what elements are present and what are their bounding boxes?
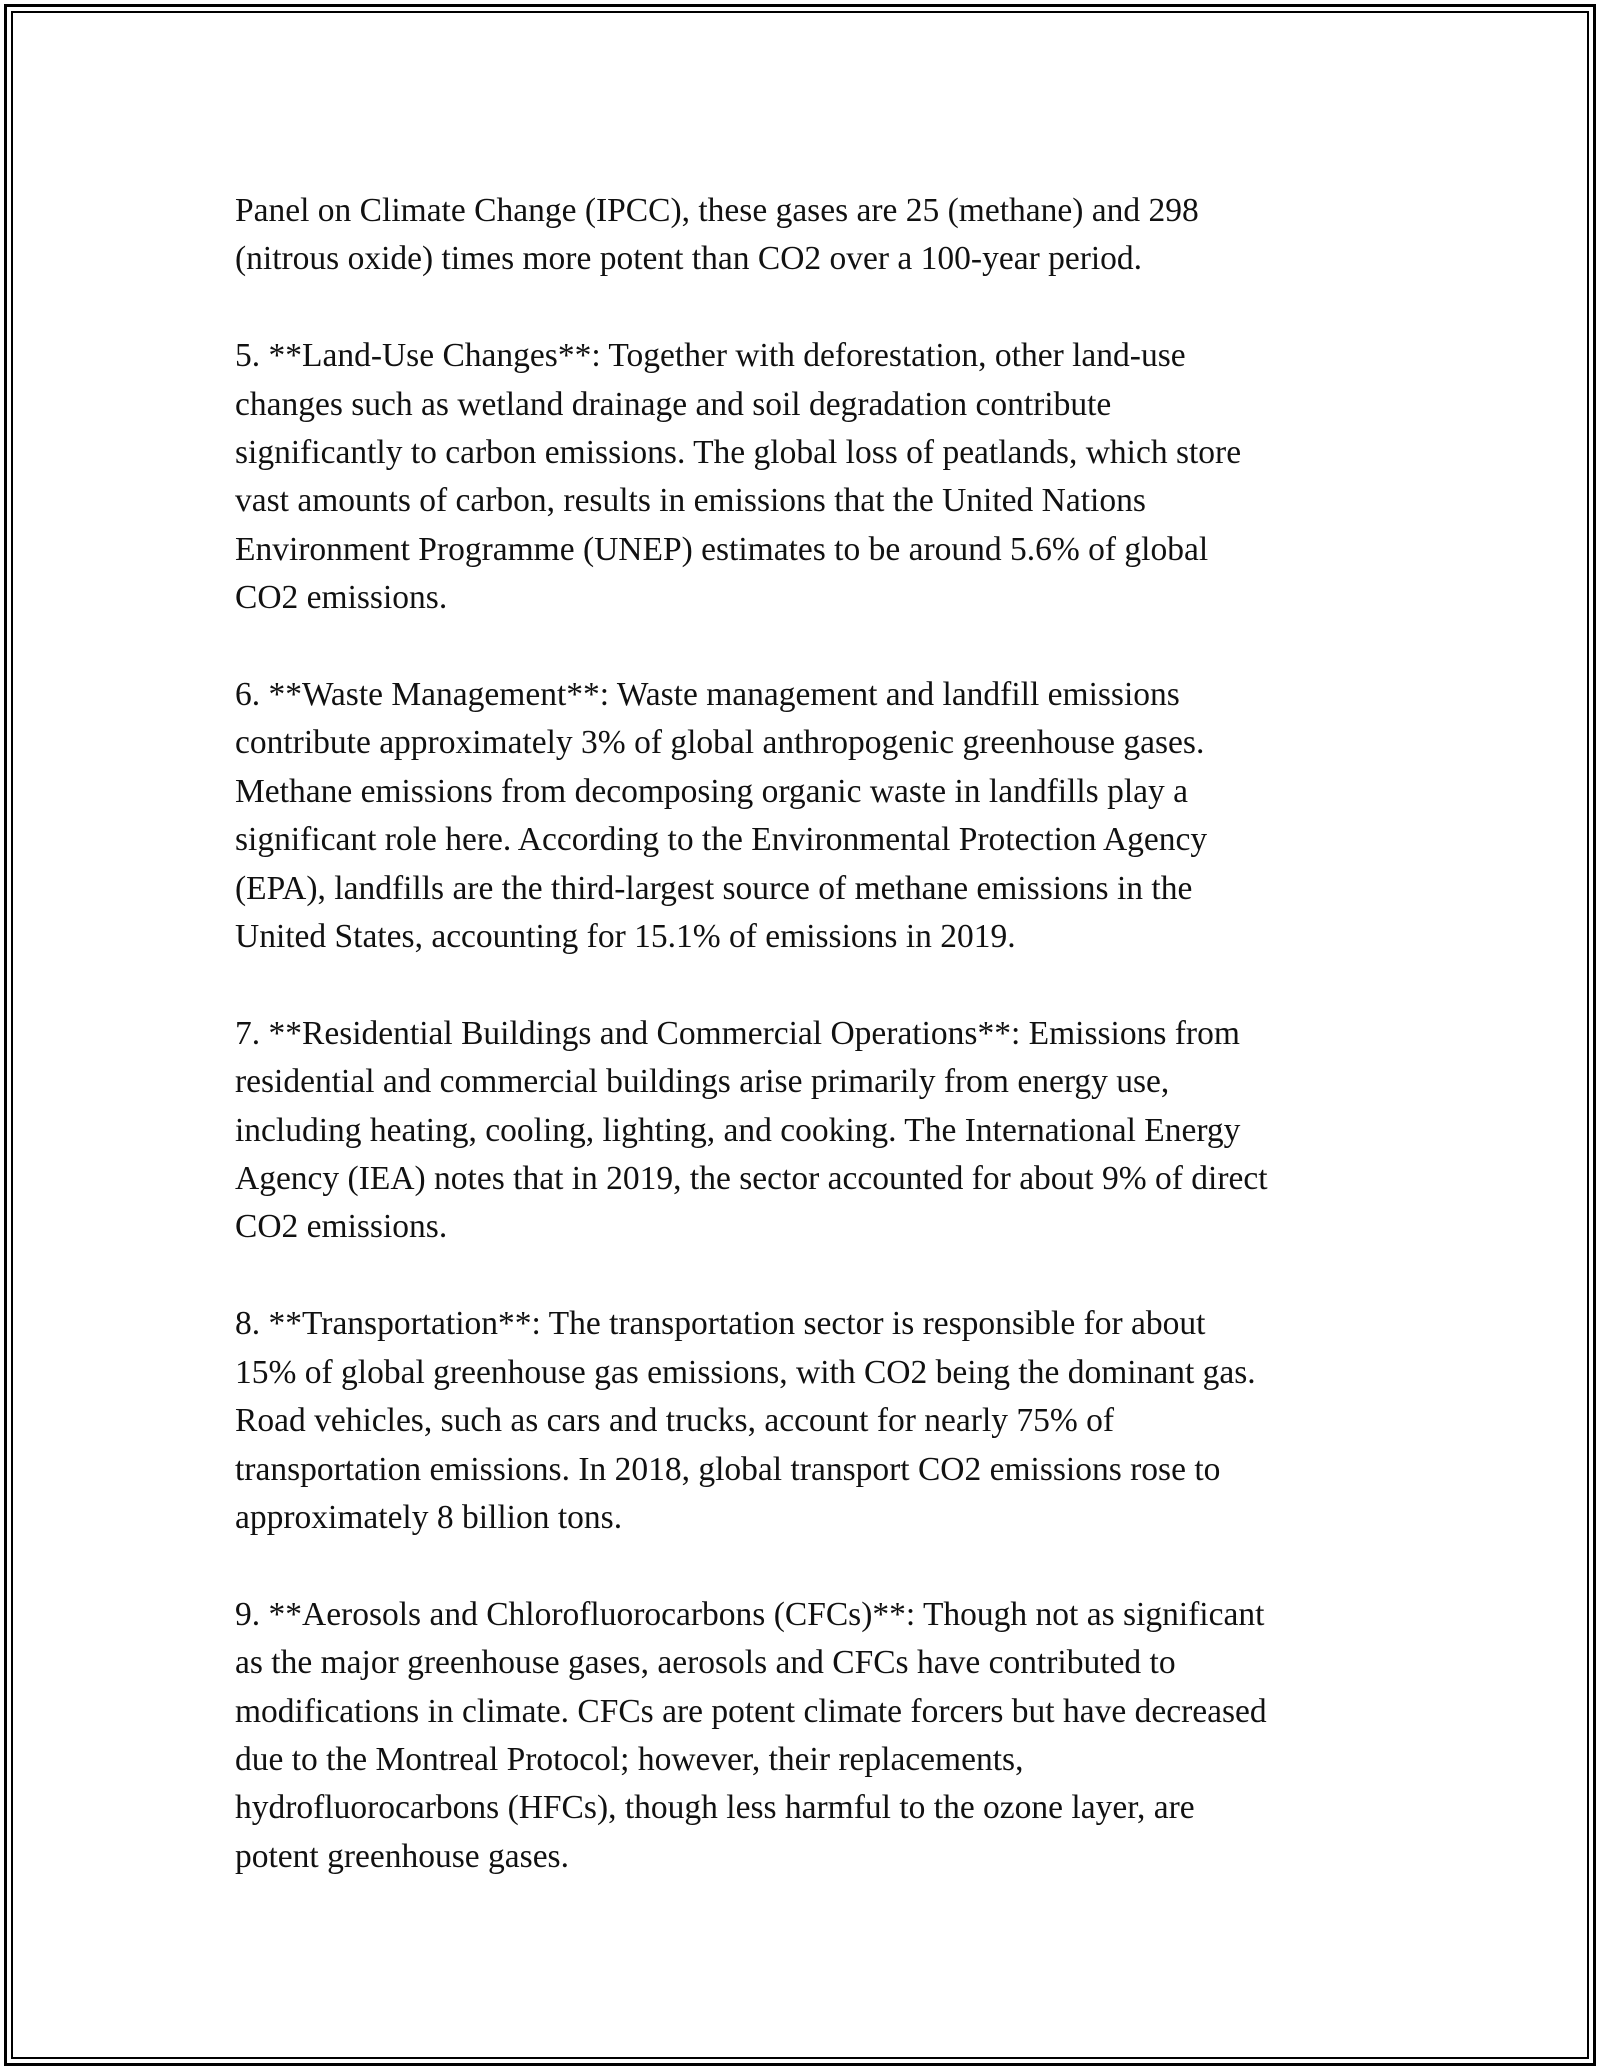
paragraph-aerosols-cfcs: 9. **Aerosols and Chlorofluorocarbons (CFCs)**: Though not as significant as the major greenhouse gases, aerosols and CFCs have contributed to modifications in climate. CFCs are potent climate forcers but have decreased due to the Montreal Protocol; however, their replacements, hydrofluorocarbons (HFCs), though less harmful to the ozone layer, are potent greenhouse gases.	[235, 1595, 1267, 1875]
paragraph-residential-commercial: 7. **Residential Buildings and Commercial Operations**: Emissions from residential and commercial buildings arise primarily from energy use, including heating, cooling, lighting, and cooking. The International Energy Agency (IEA) notes that in 2019, the sector accounted for about 9% of direct CO2 emissions.	[235, 1014, 1268, 1246]
paragraph-transportation: 8. **Transportation**: The transportation sector is responsible for about 15% of global greenhouse gas emissions, with CO2 being the dominant gas. Road vehicles, such as cars and trucks, account for nearly 75% of transportation emissions. In 2018, global transport CO2 emissions rose to approximately 8 billion tons.	[235, 1305, 1256, 1536]
paragraph-ipcc-continuation: Panel on Climate Change (IPCC), these gases are 25 (methane) and 298 (nitrous oxide) times more potent than CO2 over a 100-year period.	[235, 192, 1199, 278]
document-body	[235, 187, 1375, 1930]
paragraph-land-use-changes: 5. **Land-Use Changes**: Together with deforestation, other land-use changes such as wetland drainage and soil degradation contribute significantly to carbon emissions. The global loss of peatlands, which store vast amounts of carbon, results in emissions that the United Nations Environment Programme (UNEP) estimates to be around 5.6% of global CO2 emissions.	[235, 337, 1242, 617]
paragraph-waste-management: 6. **Waste Management**: Waste management and landfill emissions contribute approximately 3% of global anthropogenic greenhouse gases. Methane emissions from decomposing organic waste in landfills play a significant role here. According to the Environmental Protection Agency (EPA), landfills are the third-largest source of methane emissions in the United States, accounting for 15.1% of emissions in 2019.	[235, 676, 1208, 956]
